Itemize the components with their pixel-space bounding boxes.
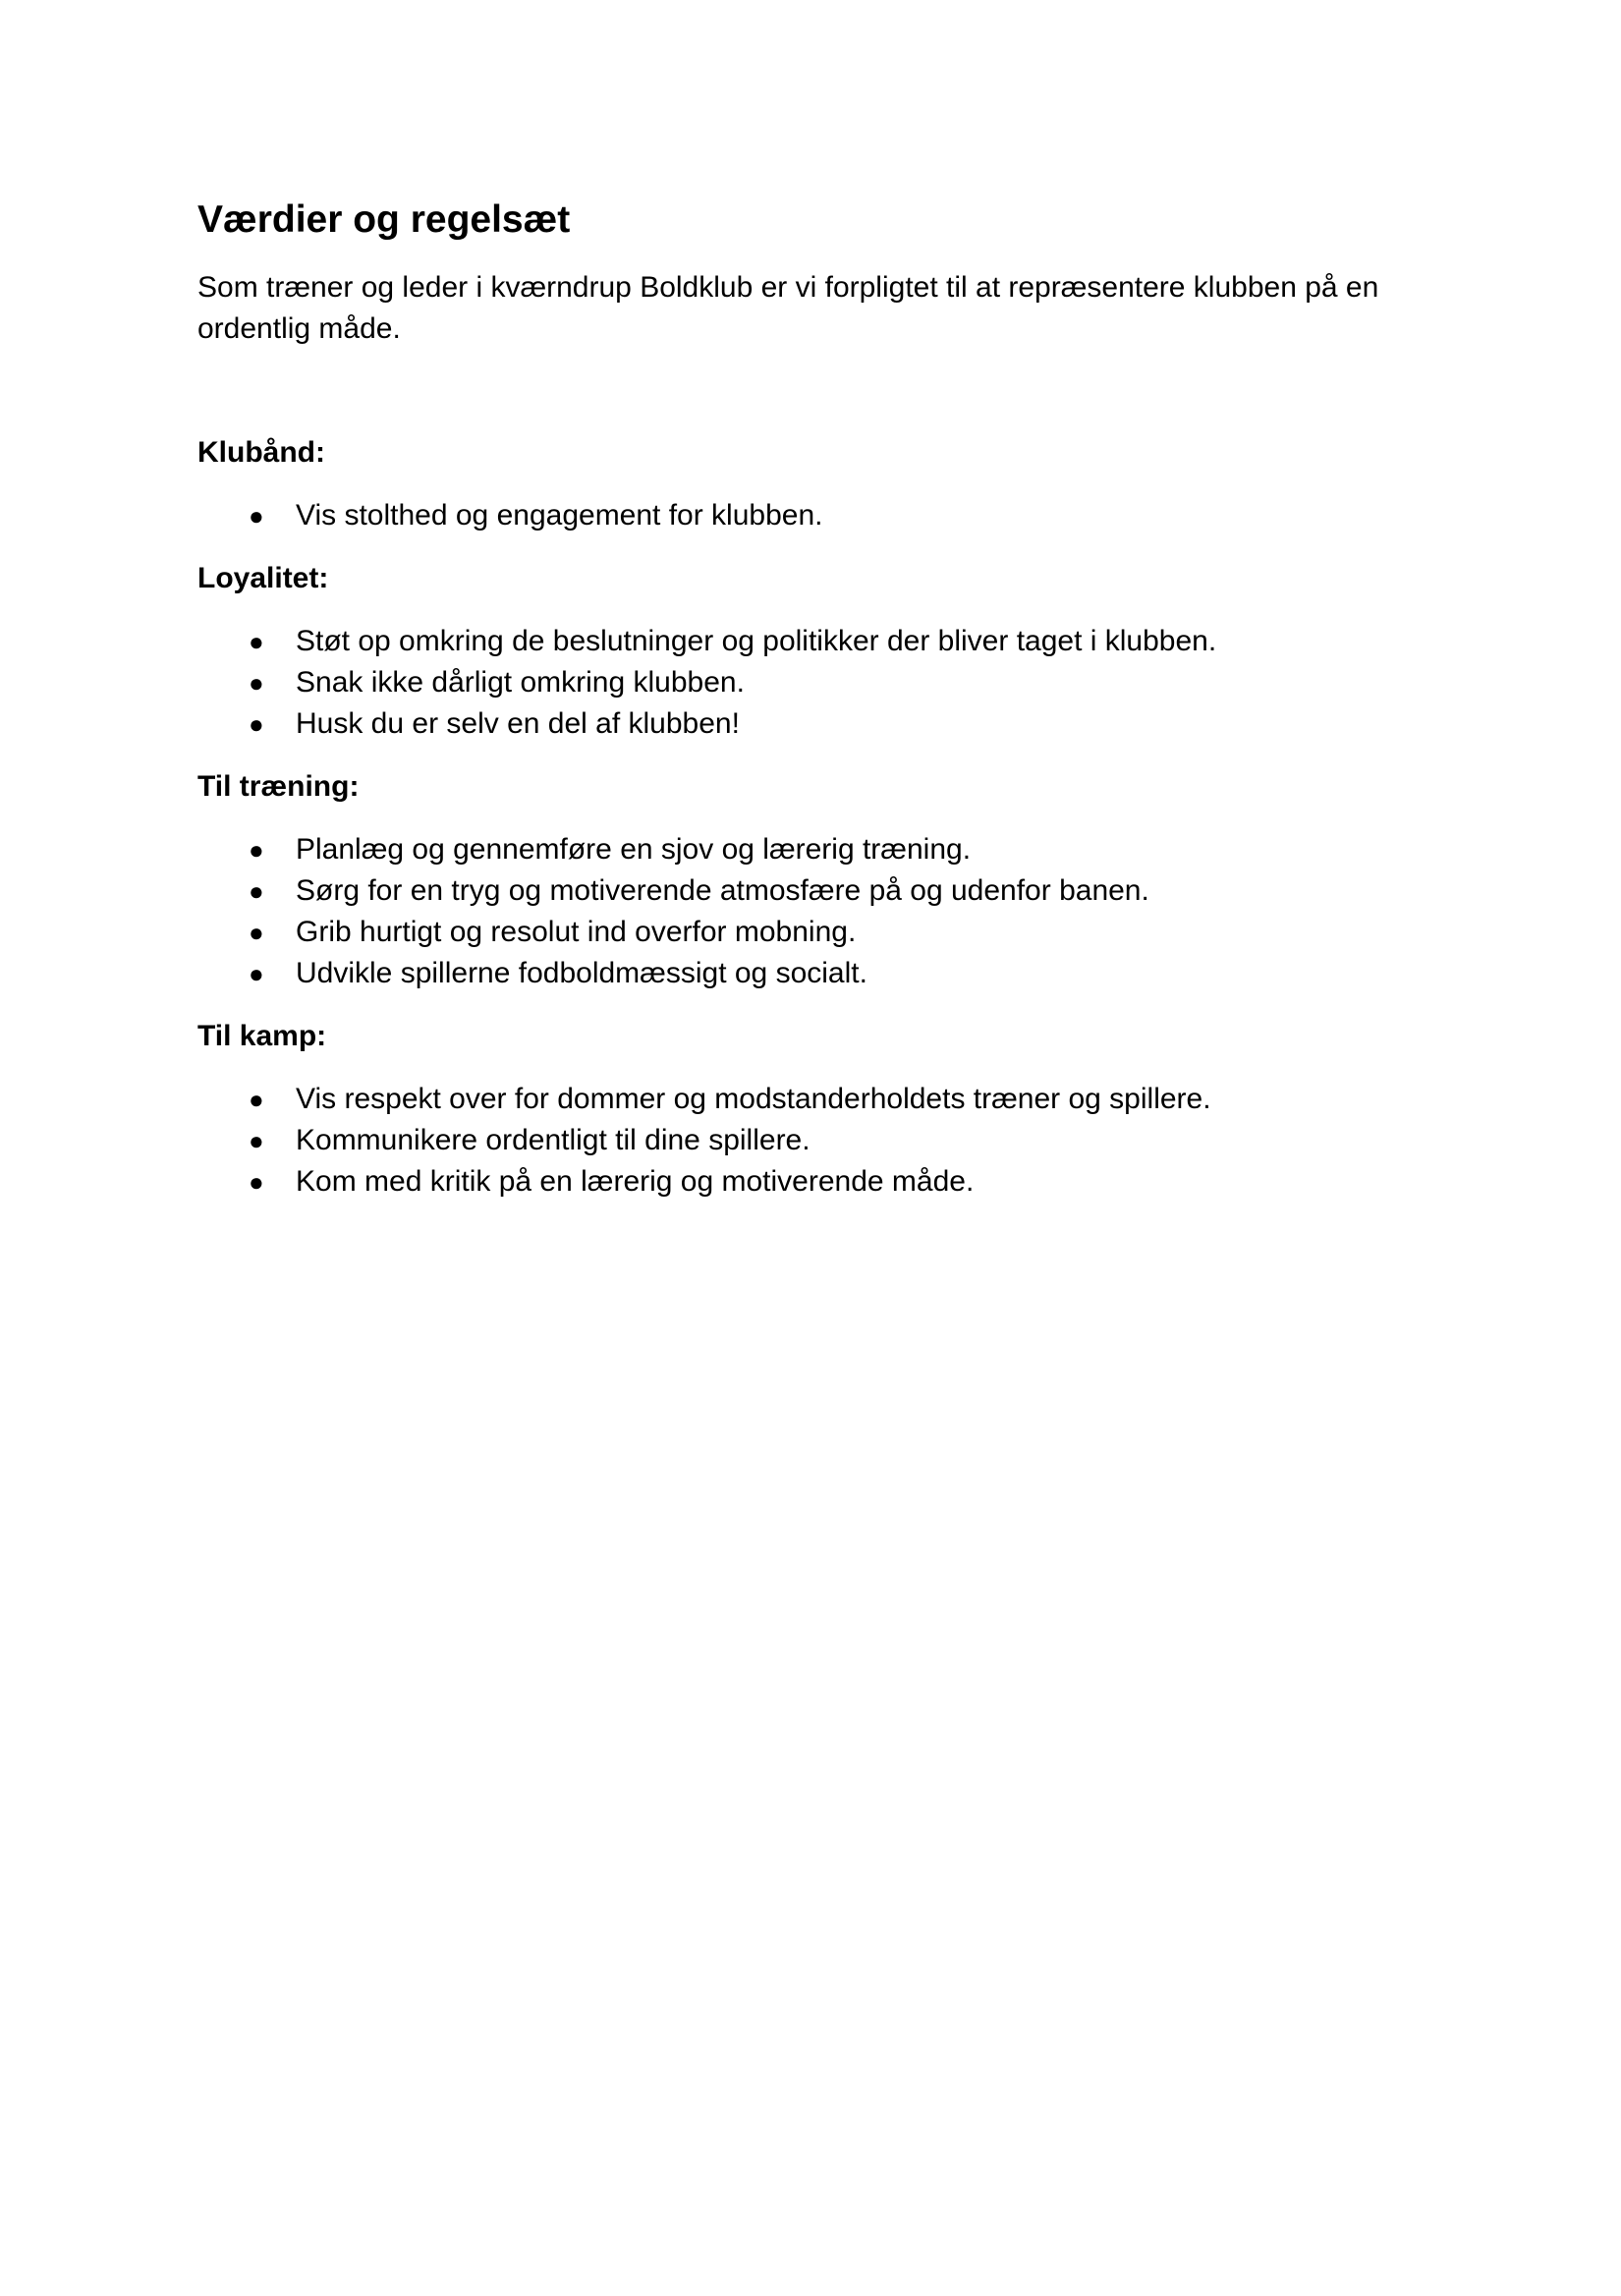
section-klubaand — [197, 432, 1435, 536]
section-heading: Til træning: — [197, 770, 360, 803]
list-item — [197, 870, 1435, 912]
intro-paragraph: Som træner og leder i kværndrup Boldklub er vi forpligtet til at repræsentere klubben på en ordentlig måde. — [197, 271, 1379, 345]
bullet-list — [197, 621, 1435, 745]
document-title: Værdier og regelsæt — [197, 198, 571, 241]
list-item-text: Vis respekt over for dommer og modstanderholdets træner og spillere. — [296, 1083, 1211, 1115]
list-item-text: Støt op omkring de beslutninger og politikker der bliver taget i klubben. — [296, 625, 1217, 657]
list-item — [197, 829, 1435, 870]
bullet-icon: ● — [249, 918, 264, 947]
list-item-text: Husk du er selv en del af klubben! — [296, 707, 740, 740]
section-heading: Til kamp: — [197, 1020, 327, 1052]
list-item-text: Kom med kritik på en lærerig og motiverende måde. — [296, 1165, 975, 1198]
list-item — [197, 621, 1435, 662]
bullet-icon: ● — [249, 959, 264, 988]
bullet-icon: ● — [249, 1085, 264, 1114]
bullet-list — [197, 495, 1435, 536]
list-item — [197, 703, 1435, 745]
list-item-text: Grib hurtigt og resolut ind overfor mobning. — [296, 916, 857, 948]
bullet-icon: ● — [249, 709, 264, 739]
list-item-text: Vis stolthed og engagement for klubben. — [296, 499, 823, 532]
list-item — [197, 1161, 1435, 1203]
section-til-traening — [197, 766, 1435, 994]
list-item — [197, 495, 1435, 536]
section-heading: Klubånd: — [197, 436, 325, 469]
list-item — [197, 1079, 1435, 1120]
section-loyalitet — [197, 558, 1435, 745]
list-item — [197, 662, 1435, 703]
bullet-icon: ● — [249, 1167, 264, 1197]
list-item — [197, 953, 1435, 994]
list-item-text: Snak ikke dårligt omkring klubben. — [296, 666, 745, 699]
list-item-text: Sørg for en tryg og motiverende atmosfære på og udenfor banen. — [296, 874, 1149, 907]
list-item-text: Planlæg og gennemføre en sjov og lærerig træning. — [296, 833, 972, 866]
list-item — [197, 1120, 1435, 1161]
list-item-text: Udvikle spillerne fodboldmæssigt og socialt. — [296, 957, 867, 989]
bullet-icon: ● — [249, 1126, 264, 1155]
bullet-icon: ● — [249, 668, 264, 698]
bullet-icon: ● — [249, 501, 264, 531]
bullet-list — [197, 1079, 1435, 1203]
bullet-icon: ● — [249, 876, 264, 906]
document-content — [197, 193, 1435, 1203]
bullet-icon: ● — [249, 627, 264, 656]
section-heading: Loyalitet: — [197, 562, 329, 594]
list-item-text: Kommunikere ordentligt til dine spillere. — [296, 1124, 810, 1156]
section-til-kamp — [197, 1016, 1435, 1203]
bullet-list — [197, 829, 1435, 994]
bullet-icon: ● — [249, 835, 264, 865]
list-item — [197, 912, 1435, 953]
